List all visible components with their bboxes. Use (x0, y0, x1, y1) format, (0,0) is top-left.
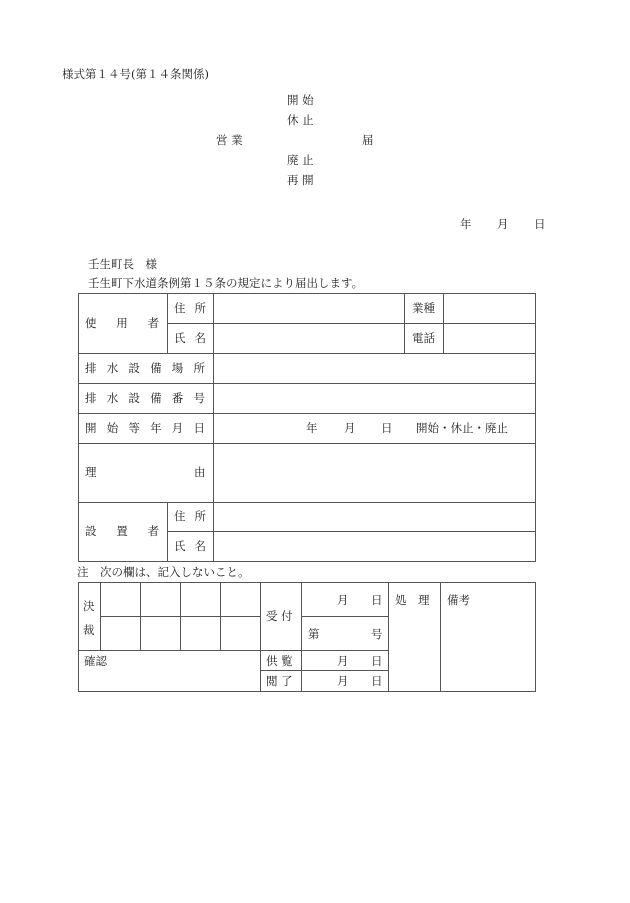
phone-field[interactable] (444, 324, 535, 353)
phone-label: 電話 (412, 331, 435, 345)
start-date-month: 月 (344, 421, 356, 435)
user-name-field[interactable] (214, 324, 404, 353)
number-prefix: 第 (308, 627, 320, 641)
reason-label-1: 理 (85, 465, 97, 479)
inspection-label: 供 覧 (266, 654, 293, 668)
inspection-month: 月 (337, 654, 349, 668)
form-number: 様式第１４号(第１４条関係) (62, 67, 209, 81)
date-month: 月 (497, 217, 509, 231)
title-option-abolish: 廃 止 (287, 153, 314, 167)
drain-number-label: 排水設備番号 (85, 391, 205, 405)
business-type-label: 業種 (412, 301, 435, 315)
start-date-day: 日 (381, 421, 393, 435)
title-option-start: 開 始 (287, 93, 314, 107)
reception-day: 日 (371, 593, 383, 607)
completion-month: 月 (337, 674, 349, 688)
addressee: 壬生町長 様 (88, 257, 157, 271)
user-label: 使用者 (85, 316, 159, 330)
installer-label: 設置者 (85, 524, 159, 538)
drain-location-field[interactable] (214, 354, 535, 383)
start-date-label: 開始等年月日 (85, 421, 205, 435)
reception-month: 月 (337, 593, 349, 607)
installer-name-field[interactable] (214, 532, 535, 561)
drain-location-label: 排水設備場所 (85, 361, 205, 375)
reason-field[interactable] (214, 444, 535, 502)
title-option-resume: 再 開 (287, 173, 314, 187)
processing-label: 処 理 (395, 593, 430, 607)
installer-address-field[interactable] (214, 503, 535, 531)
user-address-field[interactable] (214, 294, 404, 323)
user-address-label: 住 所 (174, 301, 206, 315)
date-day: 日 (534, 217, 546, 231)
office-use-note: 注 次の欄は、記入しないこと。 (77, 565, 250, 579)
statement: 壬生町下水道条例第１５条の規定により届出します。 (88, 276, 364, 290)
start-date-year: 年 (306, 421, 318, 435)
title-suffix: 届 (362, 133, 374, 147)
inspection-day: 日 (371, 654, 383, 668)
user-name-label: 氏 名 (174, 331, 206, 345)
reason-label-2: 由 (194, 465, 206, 479)
completion-day: 日 (371, 674, 383, 688)
confirmation-label: 確認 (84, 654, 107, 668)
start-date-options: 開始・休止・廃止 (416, 421, 508, 435)
remarks-label: 備考 (447, 593, 470, 607)
date-year: 年 (460, 217, 472, 231)
number-suffix: 号 (371, 627, 383, 641)
completion-label: 閲 了 (266, 674, 293, 688)
decision-label-2: 裁 (83, 623, 95, 637)
title-prefix: 営 業 (216, 133, 243, 147)
drain-number-field[interactable] (214, 384, 535, 413)
reception-label: 受 付 (266, 609, 293, 623)
business-type-field[interactable] (444, 294, 535, 323)
title-option-suspend: 休 止 (287, 113, 314, 127)
installer-name-label: 氏 名 (174, 539, 206, 553)
installer-address-label: 住 所 (174, 509, 206, 523)
decision-label-1: 決 (83, 599, 95, 613)
